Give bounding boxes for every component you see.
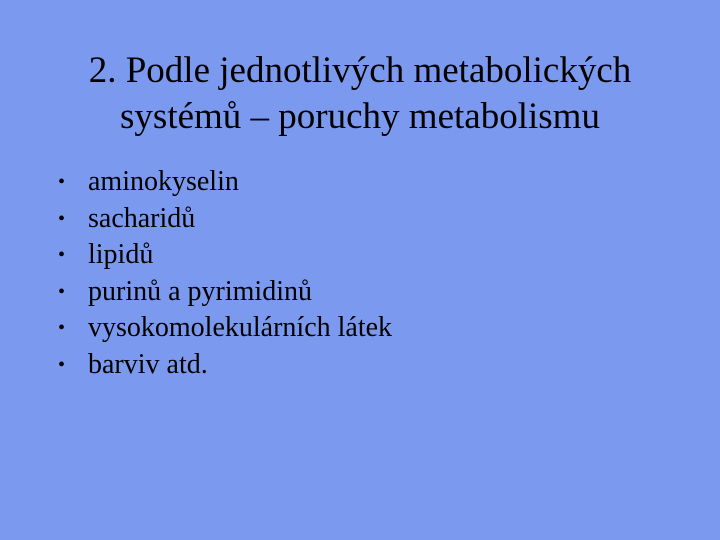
bullet-dot-icon: •	[58, 207, 66, 230]
slide-title	[40, 48, 680, 140]
slide-title-line-1: 2. Podle jednotlivých metabolických	[88, 50, 632, 91]
bullet-list	[58, 164, 392, 384]
bullet-dot-icon: •	[58, 171, 66, 193]
bullet-dot-icon: •	[58, 353, 66, 376]
bullet-item	[58, 237, 392, 274]
bullet-item	[58, 347, 392, 384]
bullet-text: sacharidů	[88, 202, 196, 234]
bullet-text: lipidů	[88, 239, 154, 271]
bullet-dot-icon: •	[58, 244, 66, 267]
bullet-text: purinů a pyrimidinů	[88, 275, 312, 307]
bullet-item	[58, 201, 392, 238]
bullet-dot-icon: •	[58, 317, 66, 340]
bullet-item	[58, 310, 392, 347]
bullet-text: vysokomolekulárních látek	[88, 312, 393, 344]
bullet-dot-icon: •	[58, 280, 66, 303]
bullet-item	[58, 164, 392, 201]
bullet-text: barviv atd.	[88, 348, 208, 380]
bullet-item	[58, 274, 392, 311]
slide-title-line-2: systémů – poruchy metabolismu	[120, 96, 600, 137]
bullet-text: aminokyselin	[88, 166, 239, 197]
